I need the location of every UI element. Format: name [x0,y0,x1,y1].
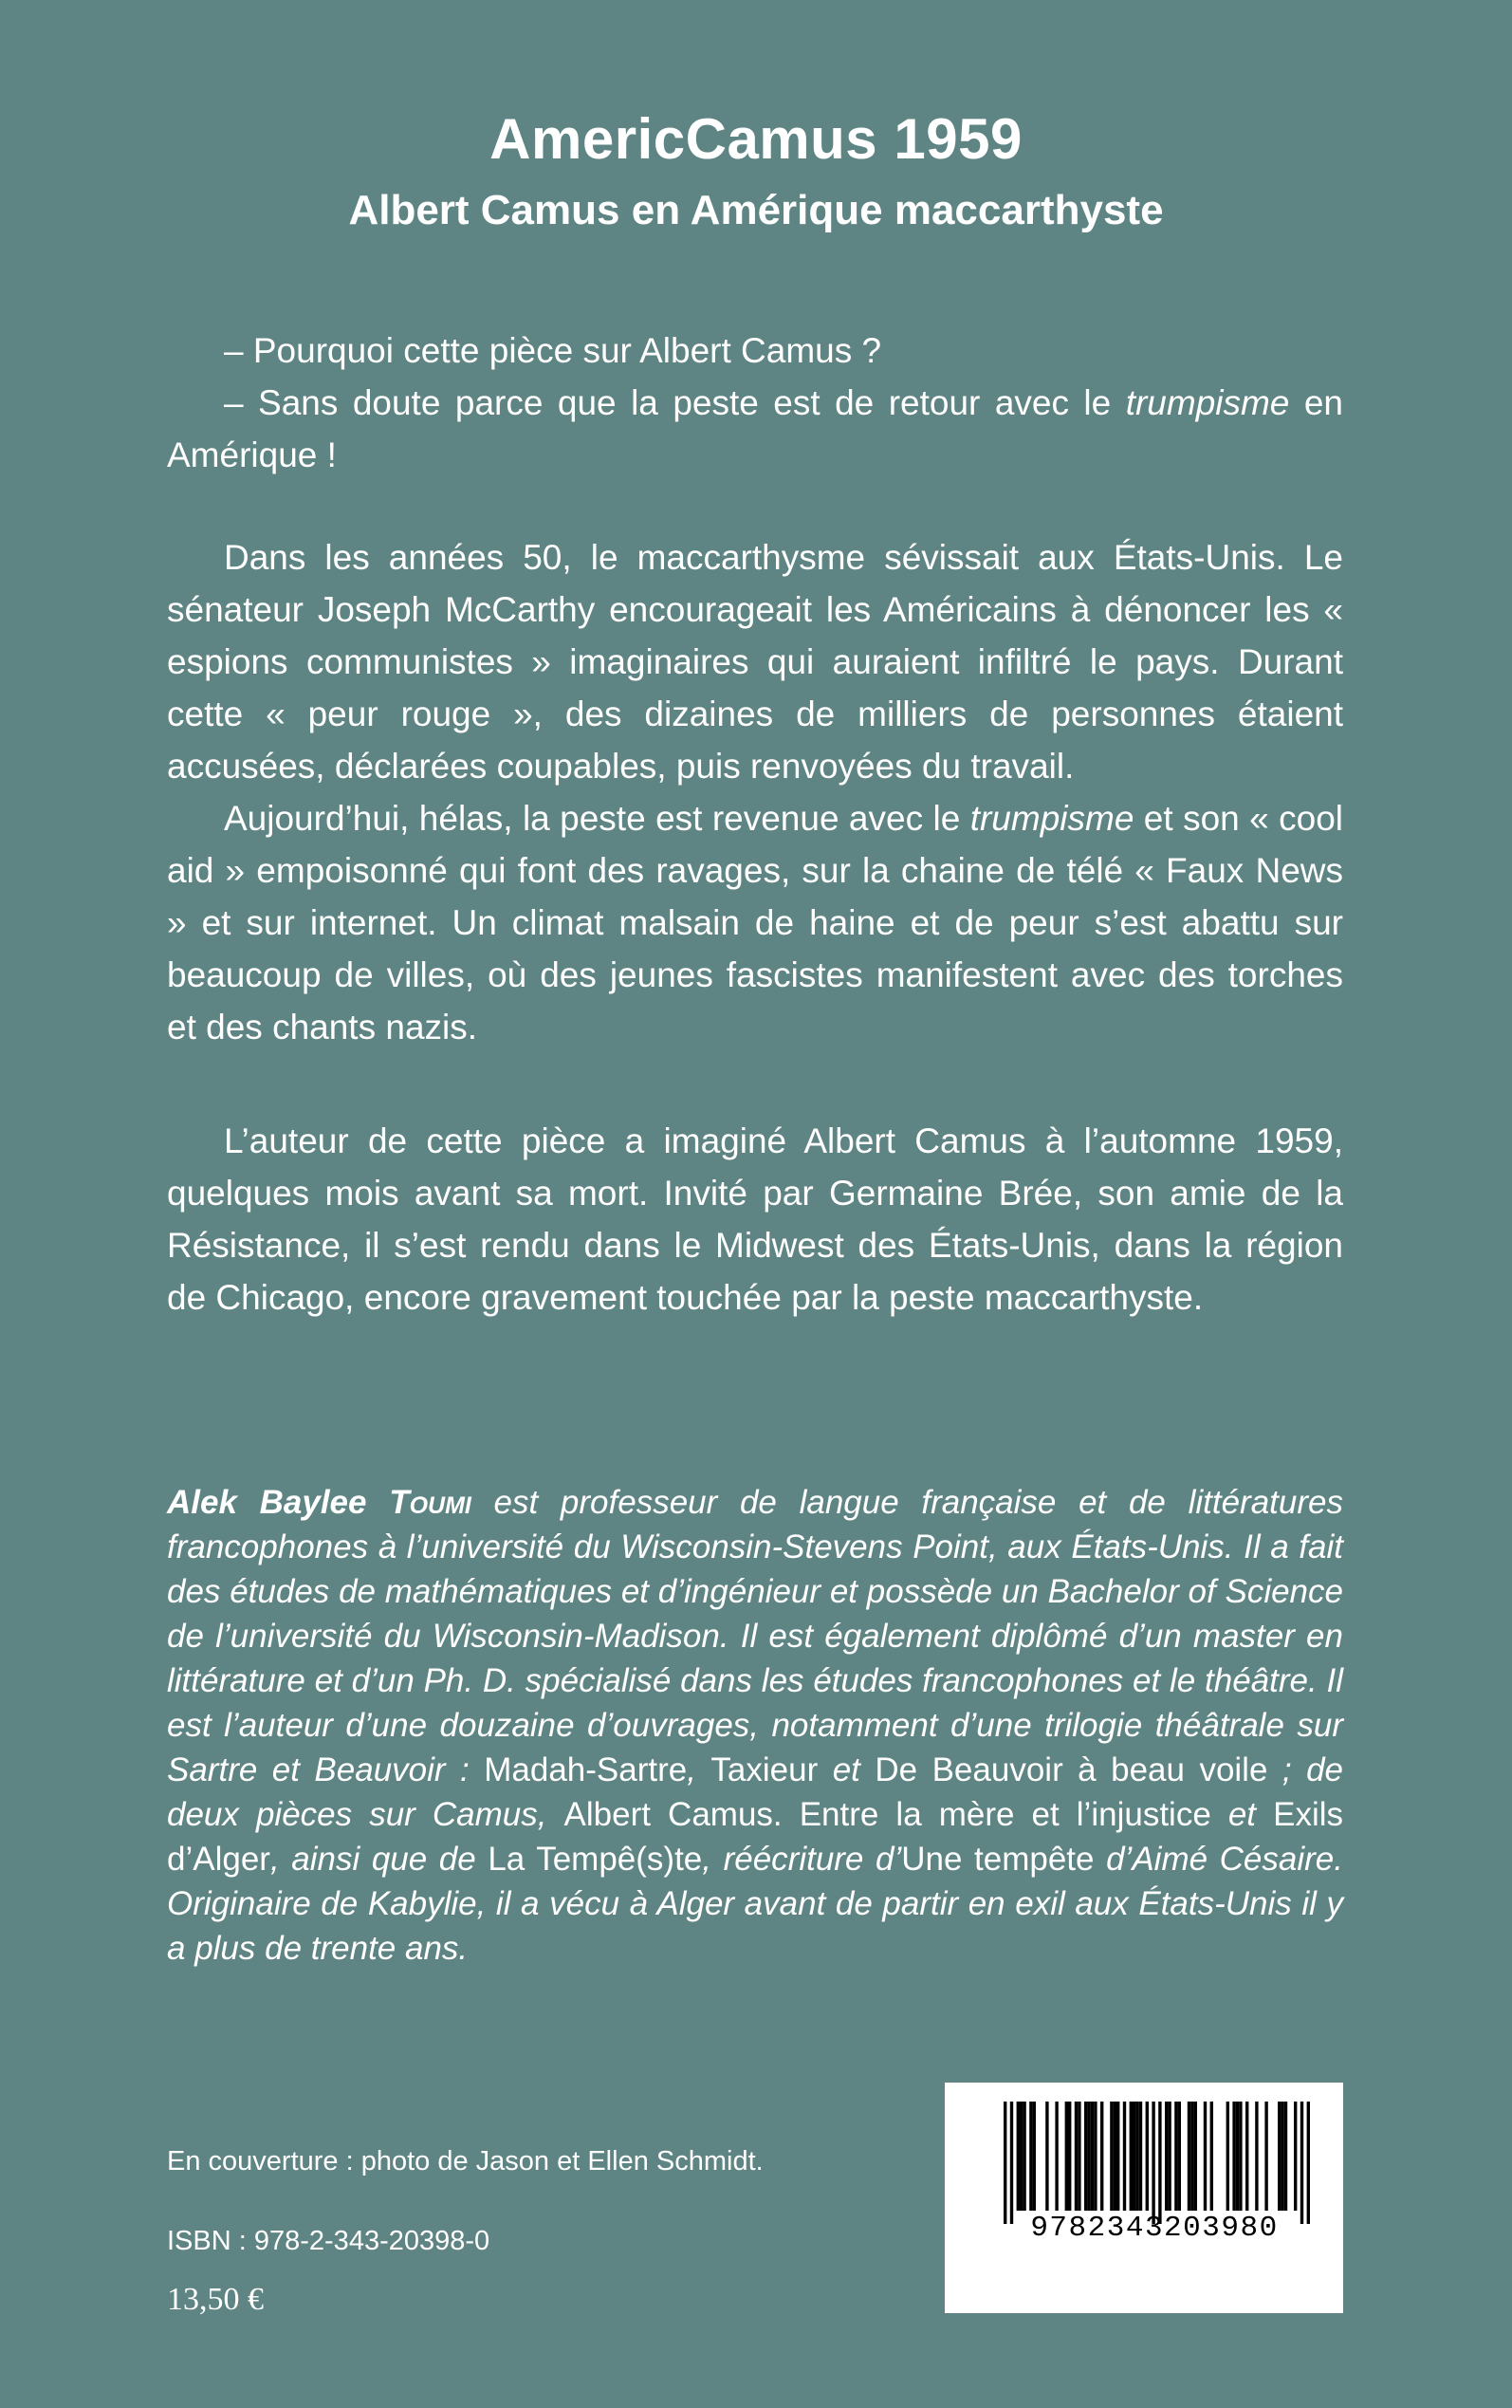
barcode-bar [1123,2102,1126,2211]
barcode-bar [1084,2102,1087,2211]
barcode-bar [1178,2102,1181,2211]
barcode-bar [1284,2102,1287,2211]
summary-paragraph: L’auteur de cette pièce a imaginé Albert Camus à l’automne 1959, quelques mois avant sa mort. Invité par Germaine Brée, son amie de la Résistance, il s’est rendu dans le Midwest des États-Unis, dans la région de Chicago, encore gravement touchée par la peste maccarthyste. [167,1121,1343,1317]
barcode-bar [1029,2102,1032,2211]
dialogue-line-2: – Sans doute parce que la peste est de retour avec le trumpisme en Amérique ! [167,383,1344,474]
barcode-bar [1033,2102,1036,2211]
book-subtitle: Albert Camus en Amérique maccarthyste [348,187,1164,233]
barcode-bar [1130,2102,1133,2211]
barcode-bar [1133,2102,1135,2211]
dialogue-block [167,324,1343,481]
barcode-bar [1078,2102,1080,2211]
barcode-bar [1100,2102,1103,2211]
barcode-bar [1278,2102,1281,2211]
barcode-bar [1020,2102,1023,2211]
barcode-bar [1239,2102,1242,2211]
barcode-bar [1055,2102,1058,2211]
summary-block [167,1115,1343,1324]
barcode-bar [1174,2102,1177,2211]
barcode-bar [1300,2102,1303,2224]
barcode-bar [1023,2102,1025,2211]
isbn-label: ISBN : 978-2-343-20398-0 [167,2226,490,2256]
barcode-bar [1010,2102,1013,2224]
barcode-bar [1168,2102,1171,2211]
context-paragraph-2: Aujourd’hui, hélas, la peste est revenue avec le trumpisme et son « cool aid » empoisonné qui font des ravages, sur la chaine de télé « Faux News » et sur internet. Un climat malsain de haine et de peur s’est abattu sur beaucoup de villes, où des jeunes fascistes manifestent avec des torches et des chants nazis. [167,799,1343,1047]
barcode-bar [1135,2102,1138,2211]
barcode-digits: 9782343203980 [1030,2212,1279,2245]
dialogue-line-1: – Pourquoi cette pièce sur Albert Camus ? [224,331,882,370]
barcode-bar [1017,2102,1020,2211]
context-paragraph-1: Dans les années 50, le maccarthysme sévissait aux États-Unis. Le sénateur Joseph McCarthy encourageait les Américains à dénoncer les « espions communistes » imaginaires qui auraient infiltré le pays. Durant cette « peur rouge », des dizaines de milliers de personnes étaient accusées, déclarées coupables, puis renvoyées du travail. [167,538,1343,786]
barcode-bar [1075,2102,1078,2211]
barcode-bar [1236,2102,1239,2211]
barcode-bar [1087,2102,1090,2211]
barcode-bar [1264,2102,1267,2211]
barcode-bar [1204,2102,1207,2211]
barcode-bar [1226,2102,1229,2211]
barcode-bar [1245,2102,1248,2211]
barcode-bar [1255,2102,1258,2211]
book-title: AmericCamus 1959 [489,107,1023,171]
author-first-name: Alek Baylee [167,1484,367,1521]
barcode-bar [1068,2102,1071,2211]
barcode-bar [1139,2102,1142,2211]
barcode [945,2083,1343,2313]
barcode-bar [1307,2102,1310,2224]
barcode-bar [1110,2102,1113,2211]
barcode-bar [1165,2102,1168,2211]
barcode-bar [1116,2102,1119,2211]
cover-photo-credit: En couverture : photo de Jason et Ellen Schmidt. [167,2146,764,2176]
barcode-bar [1190,2102,1193,2211]
barcode-bar [1114,2102,1116,2211]
barcode-bar [1281,2102,1283,2211]
barcode-bar [1004,2102,1006,2224]
barcode-bar [1045,2102,1048,2211]
barcode-bar [1065,2102,1068,2211]
barcode-bar [1294,2102,1297,2211]
barcode-bars [945,2083,1343,2313]
barcode-bar [1194,2102,1197,2211]
barcode-bar [1091,2102,1094,2211]
price-label: 13,50 € [167,2282,264,2317]
barcode-bar [1152,2102,1154,2224]
barcode-bar [1158,2102,1161,2224]
author-bio: Alek Baylee Toumi est professeur de langue française et de littératures francophones à l’université du Wisconsin-Stevens Point, aux États-Unis. Il a fait des études de mathématiques et d’ingénieur et possède un Bachelor of Science de l’université du Wisconsin-Madison. Il est également diplômé d’un master en littérature et d’un Ph. D. spécialisé dans les études francophones et le théâtre. Il est l’auteur d’une douzaine d’ouvrages, notamment d’une trilogie théâtrale sur Sartre et Beauvoir : Madah-Sartre, Taxieur et De Beauvoir à beau voile ; de deux pièces sur Camus, Albert Camus. Entre la mère et l’injustice et Exils d’Alger, ainsi que de La Tempê(s)te, réécriture d’Une tempête d’Aimé Césaire. Originaire de Kabylie, il a vécu à Alger avant de partir en exil aux États-Unis il y a plus de trente ans. [167,1484,1344,1967]
barcode-bar [1094,2102,1097,2211]
context-block [167,531,1343,1053]
author-last-name: Toumi [389,1484,471,1521]
barcode-bar [1146,2102,1149,2211]
barcode-bar [1188,2102,1190,2211]
barcode-bar [1232,2102,1235,2211]
barcode-bar [1210,2102,1213,2211]
